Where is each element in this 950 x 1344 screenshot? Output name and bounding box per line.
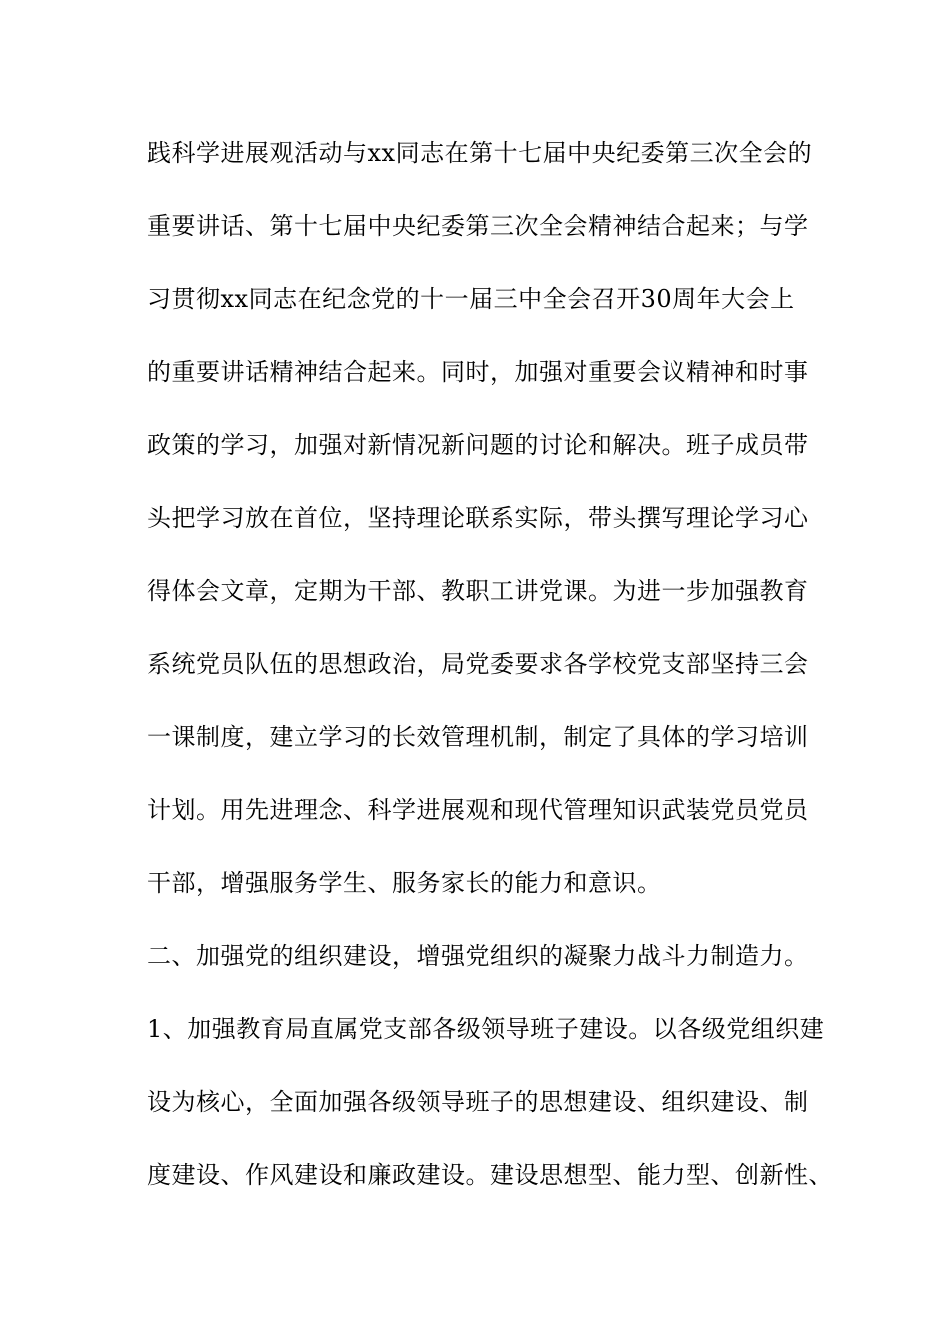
text-line: 习贯彻xx同志在纪念党的十一届三中全会召开30周年大会上 (147, 285, 795, 313)
text-line: 践科学进展观活动与xx同志在第十七届中央纪委第三次全会的 (147, 139, 813, 167)
text-line: 计划。用先进理念、科学进展观和现代管理知识武装党员党员 (147, 796, 809, 824)
text-line: 得体会文章，定期为干部、教职工讲党课。为进一步加强教育 (147, 577, 809, 605)
text-line: 度建设、作风建设和廉政建设。建设思想型、能力型、创新性、 (147, 1161, 833, 1189)
text-line: 1、加强教育局直属党支部各级领导班子建设。以各级党组织建 (147, 1015, 825, 1043)
text-line: 设为核心，全面加强各级领导班子的思想建设、组织建设、制 (147, 1088, 809, 1116)
text-line: 系统党员队伍的思想政治，局党委要求各学校党支部坚持三会 (147, 650, 809, 678)
text-line: 重要讲话、第十七届中央纪委第三次全会精神结合起来；与学 (147, 212, 809, 240)
text-line: 的重要讲话精神结合起来。同时，加强对重要会议精神和时事 (147, 358, 809, 386)
section-heading: 二、加强党的组织建设，增强党组织的凝聚力战斗力制造力。 (147, 942, 809, 970)
text-line: 头把学习放在首位，坚持理论联系实际，带头撰写理论学习心 (147, 504, 809, 532)
text-line: 干部，增强服务学生、服务家长的能力和意识。 (147, 869, 662, 897)
text-line: 一课制度，建立学习的长效管理机制，制定了具体的学习培训 (147, 723, 809, 751)
text-line: 政策的学习，加强对新情况新问题的讨论和解决。班子成员带 (147, 431, 809, 459)
